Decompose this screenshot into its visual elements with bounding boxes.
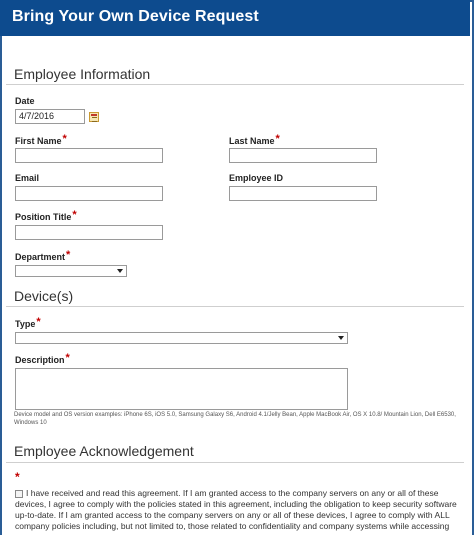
department-select[interactable] bbox=[15, 265, 127, 277]
position-title-label: Position Title* bbox=[15, 209, 77, 222]
required-marker: * bbox=[72, 209, 77, 221]
position-title-field[interactable] bbox=[15, 225, 163, 240]
description-textarea[interactable] bbox=[15, 368, 348, 410]
required-marker: * bbox=[275, 133, 280, 145]
required-marker: * bbox=[62, 133, 67, 145]
email-label: Email bbox=[15, 173, 40, 183]
description-label: Description* bbox=[15, 352, 70, 365]
employee-id-label: Employee ID bbox=[229, 173, 284, 183]
description-hint: Device model and OS version examples: iPhone 6S, iOS 5.0, Samsung Galaxy S6, Android 4.1/Jelly Bean, Apple MacBook Air, OS X 10.8/ Mountain Lion, Dell E6530, Windows 10 bbox=[14, 412, 456, 426]
last-name-field[interactable] bbox=[229, 148, 377, 163]
chevron-down-icon bbox=[338, 336, 344, 340]
employee-id-field[interactable] bbox=[229, 186, 377, 201]
agreement-text: I have received and read this agreement. If I am granted access to the company servers on any or all of these devices, I agree to comply with the policies stated in this agreement, including the obligation to keep security software up-to-date. If I am granted access to the company servers on any or all of these devices, I agree to comply with ALL company policies including, but not limited to, those related to confidentiality and company systems while accessing bbox=[15, 488, 457, 531]
section-title-employee-acknowledgement: Employee Acknowledgement bbox=[14, 443, 194, 459]
section-divider bbox=[6, 84, 464, 85]
calendar-icon[interactable] bbox=[89, 112, 99, 122]
department-label: Department* bbox=[15, 249, 71, 262]
chevron-down-icon bbox=[117, 269, 123, 273]
required-marker: * bbox=[66, 249, 71, 261]
section-divider bbox=[6, 306, 464, 307]
required-marker: * bbox=[65, 352, 70, 364]
required-marker: * bbox=[15, 470, 20, 484]
first-name-field[interactable] bbox=[15, 148, 163, 163]
section-divider bbox=[6, 462, 464, 463]
last-name-label: Last Name* bbox=[229, 133, 280, 146]
type-select[interactable] bbox=[15, 332, 348, 344]
form-header bbox=[0, 0, 470, 36]
required-marker: * bbox=[36, 316, 41, 328]
form-title: Bring Your Own Device Request bbox=[12, 8, 259, 25]
section-title-devices: Device(s) bbox=[14, 288, 74, 304]
email-field[interactable] bbox=[15, 186, 163, 201]
section-title-employee-information: Employee Information bbox=[14, 66, 151, 82]
first-name-label: First Name* bbox=[15, 133, 67, 146]
date-field[interactable]: 4/7/2016 bbox=[15, 109, 85, 124]
type-label: Type* bbox=[15, 316, 41, 329]
date-label: Date bbox=[15, 96, 35, 106]
